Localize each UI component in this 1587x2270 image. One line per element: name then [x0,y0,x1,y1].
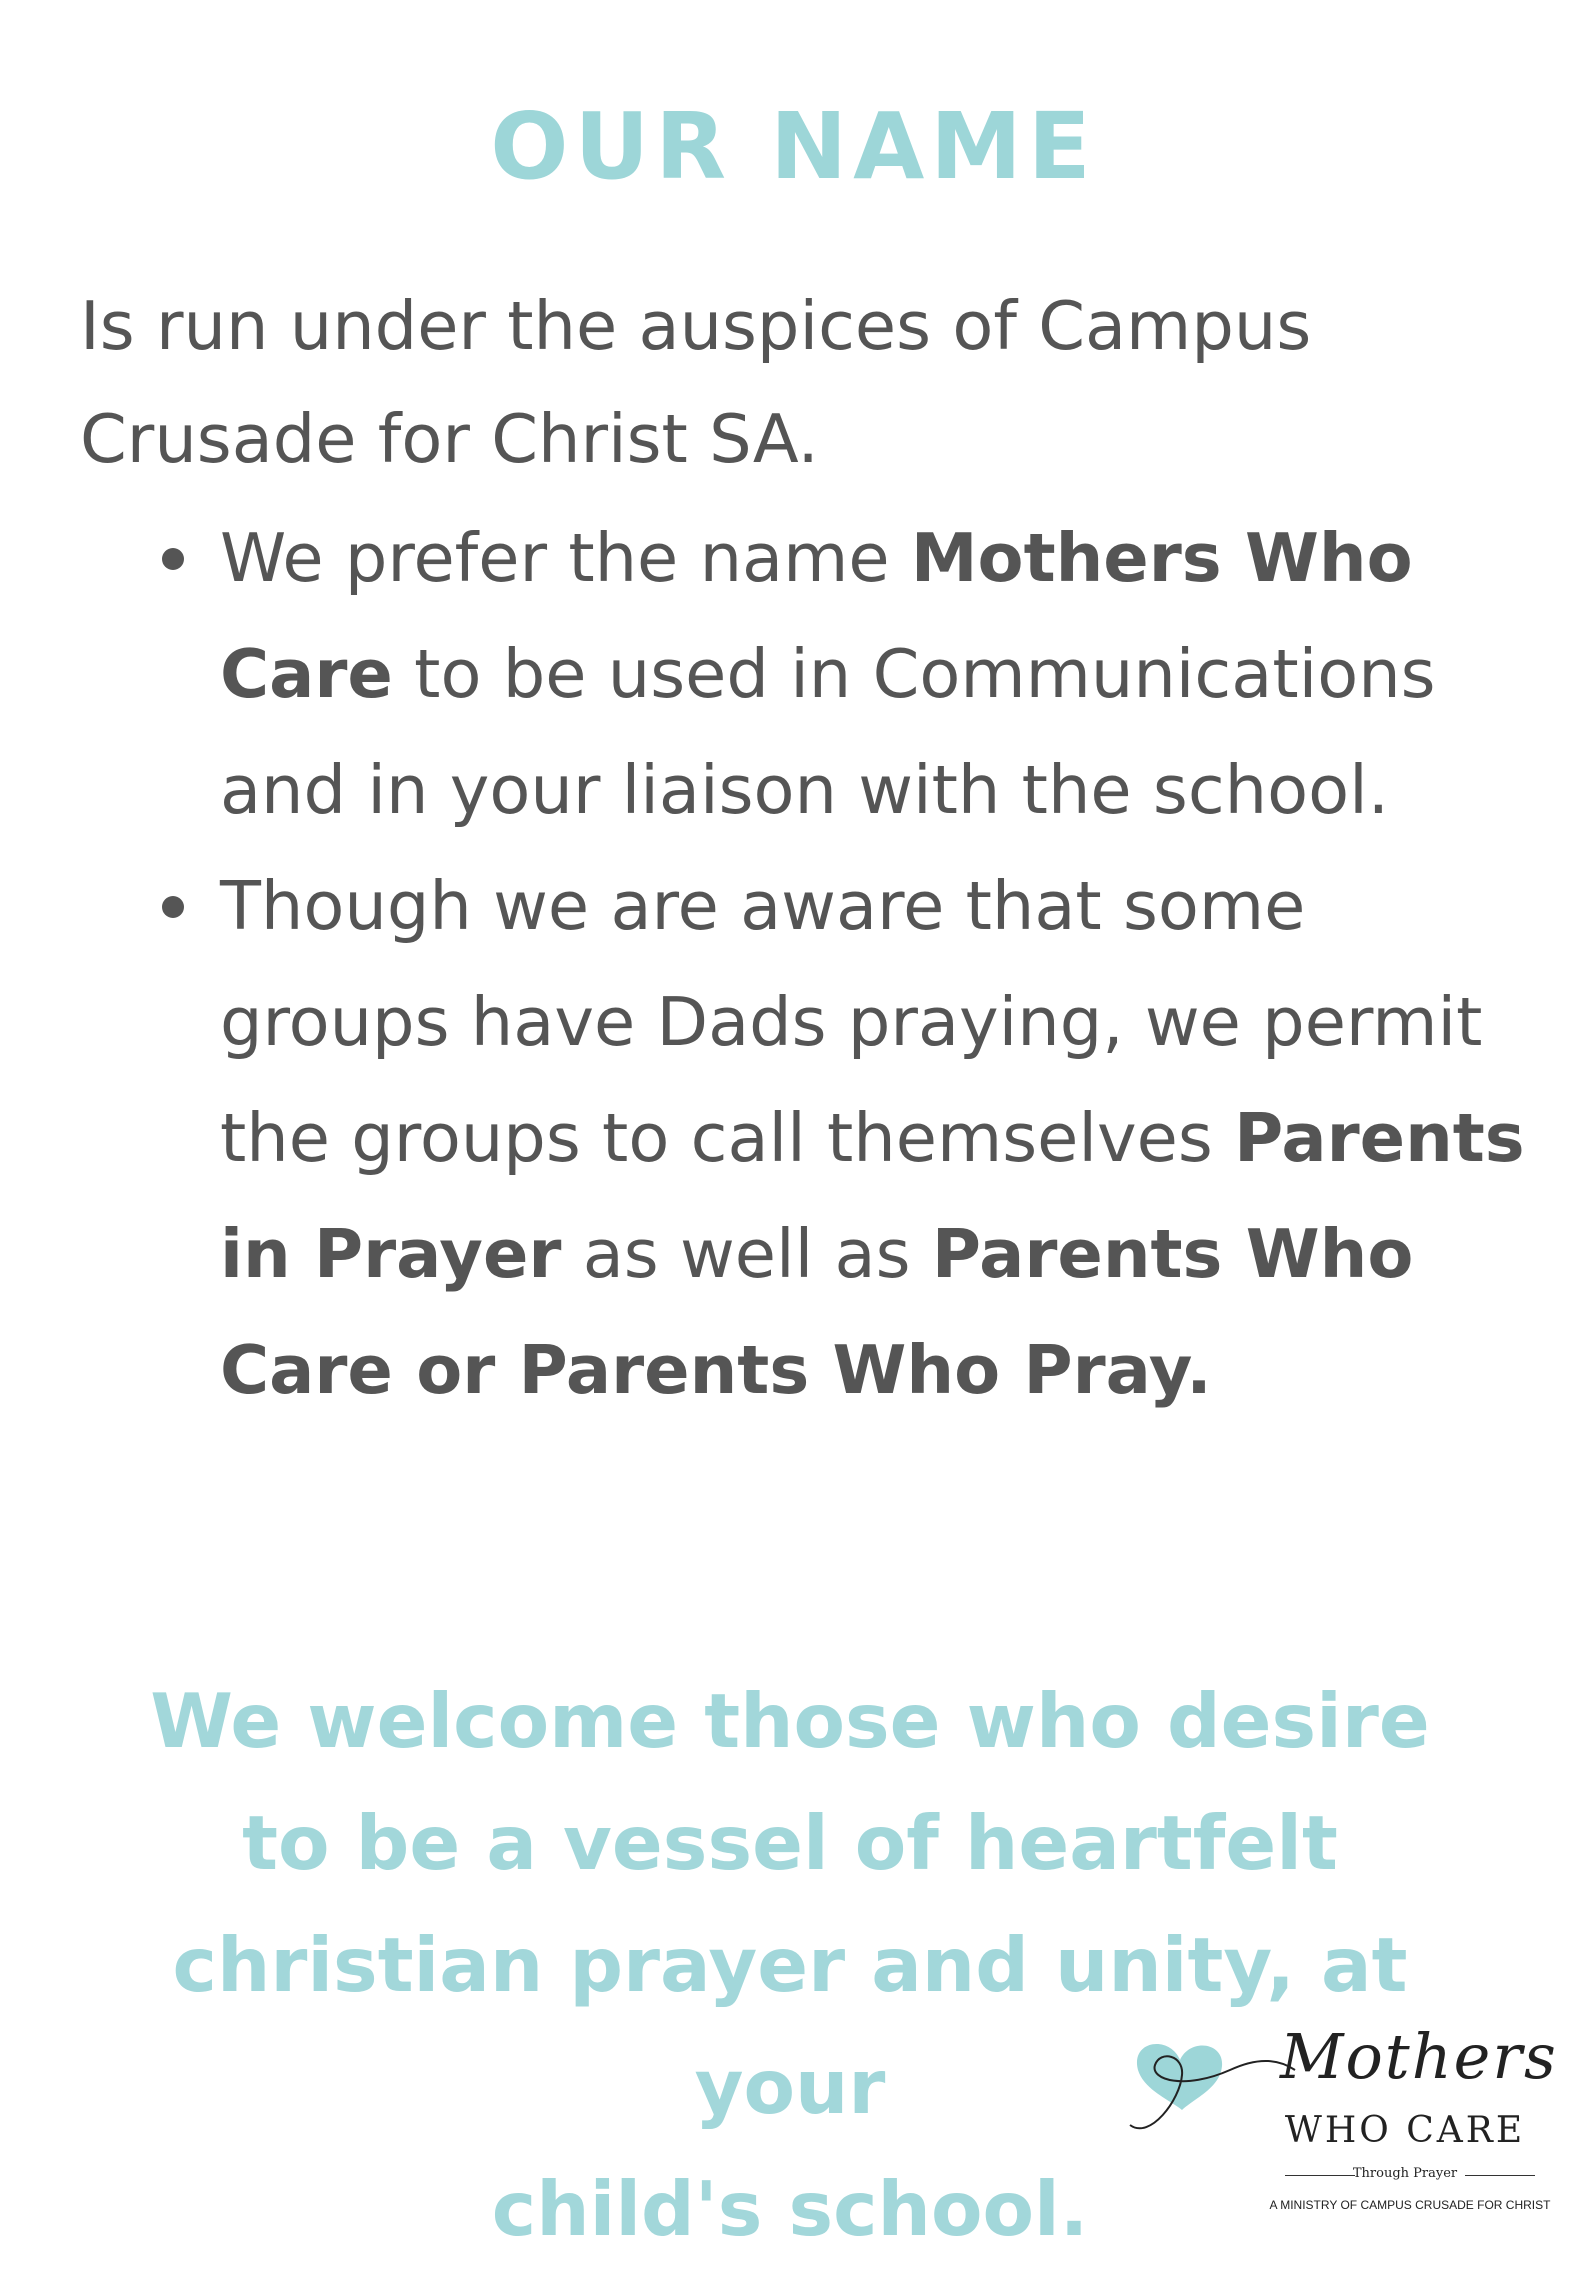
welcome-line-3: christian prayer and unity, at your [172,1921,1408,2131]
bullet-2-part-3: as well as [561,1215,932,1293]
welcome-line-2: to be a vessel of heartfelt [242,1799,1338,1887]
mothers-who-care-logo [1100,2010,1560,2220]
page-title: OUR NAME [490,93,1097,200]
bullet-2-part-4: Parents Who Care or Parents Who Pray. [220,1215,1414,1409]
logo-tagline: Through Prayer [1352,2166,1458,2181]
heart-icon [1110,2030,1300,2140]
logo-script-text: Mothers [1280,2020,1558,2093]
bullet-1-part-2: Mothers Who Care [220,519,1413,713]
bullet-item-2 [0,848,1587,1428]
logo-divider-right [1465,2175,1535,2176]
bullet-list [0,500,1587,1428]
bullet-1-part-1: We prefer the name [220,519,911,597]
bullet-dot-icon [162,548,184,570]
bullet-item-1 [0,500,1587,848]
logo-name-text: WHO CARE [1284,2110,1526,2151]
welcome-line-4: child's school. [491,2165,1089,2253]
bullet-dot-icon [162,896,184,918]
bullet-2-part-2: Parents in Prayer [220,1099,1525,1293]
intro-paragraph: Is run under the auspices of Campus Crusade for Christ SA. [80,287,1312,478]
bullet-1-part-3: to be used in Communications and in your liaison with the school. [220,635,1436,829]
logo-ministry-text: A MINISTRY OF CAMPUS CRUSADE FOR CHRIST [1269,2198,1551,2212]
welcome-line-1: We welcome those who desire [150,1677,1430,1765]
bullet-2-part-1: Though we are aware that some groups have Dads praying, we permit the groups to call themselves [220,867,1483,1177]
